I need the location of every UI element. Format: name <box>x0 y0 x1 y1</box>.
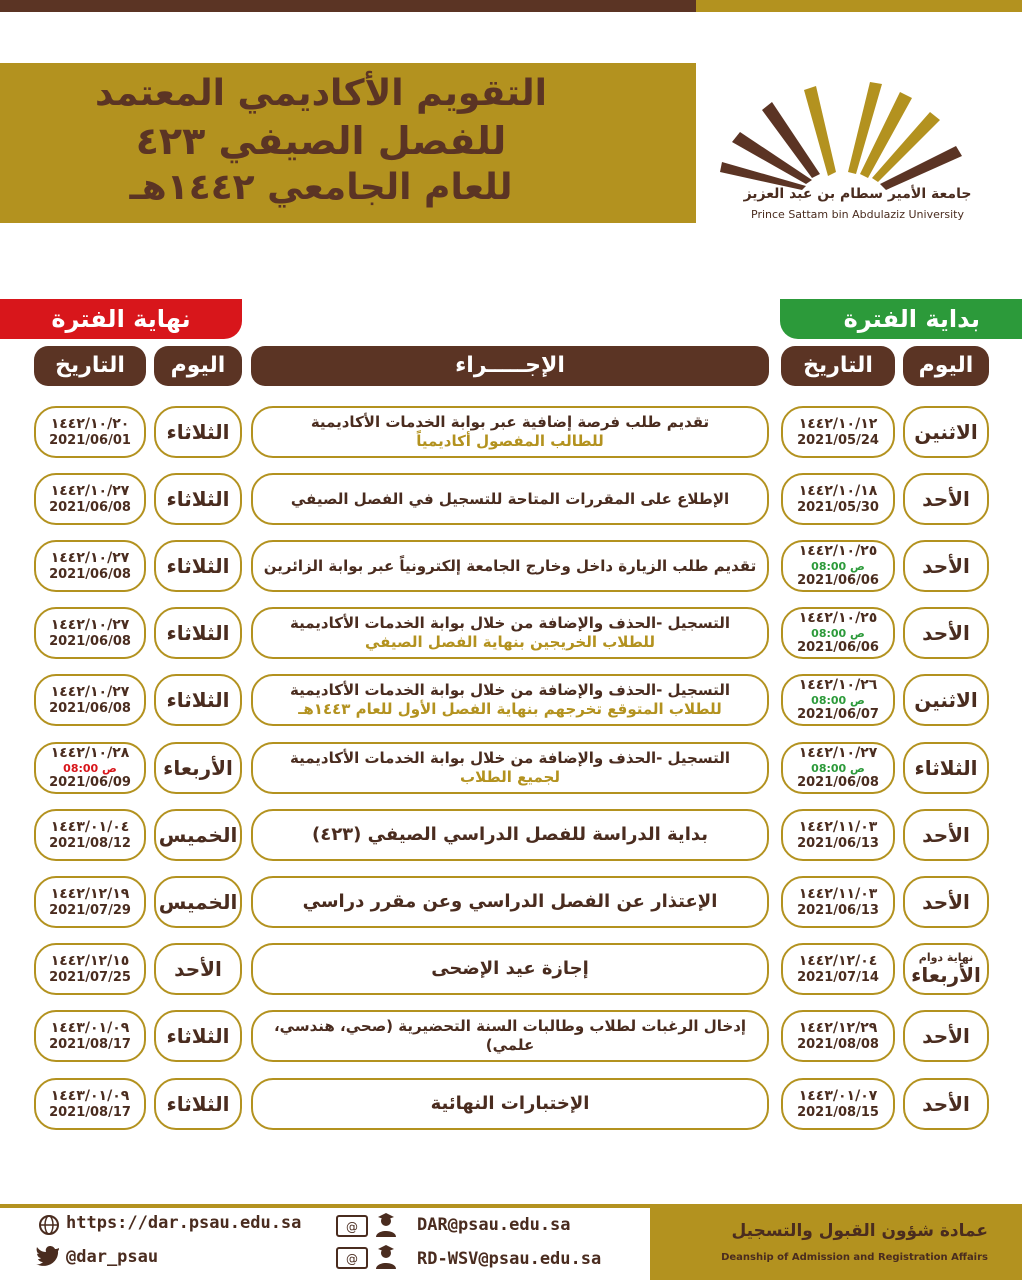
start-date-gregorian: 2021/08/08 <box>797 1036 879 1052</box>
action-cell <box>251 943 769 995</box>
footer-email-2[interactable]: RD-WSV@psau.edu.sa <box>417 1249 602 1269</box>
end-date-cell <box>34 406 146 458</box>
start-day-text: الاثنين <box>914 420 978 444</box>
action-cell <box>251 876 769 928</box>
start-day-text: الأحد <box>922 1092 970 1116</box>
start-day-cell <box>903 674 989 726</box>
end-day-text: الثلاثاء <box>166 1024 230 1048</box>
action-cell <box>251 607 769 659</box>
end-date-cell <box>34 674 146 726</box>
start-day-prefix: نهاية دوام <box>918 950 974 964</box>
deanship-box <box>650 1207 1022 1280</box>
start-time: 08:00 ص <box>811 762 865 775</box>
start-day-text: الأحد <box>922 1024 970 1048</box>
start-time: 08:00 ص <box>811 560 865 573</box>
end-date-gregorian: 2021/06/08 <box>49 633 131 649</box>
end-date-cell <box>34 742 146 794</box>
end-day-cell <box>154 1078 242 1130</box>
action-text: إدخال الرغبات لطلاب وطالبات السنة التحضيرية (صحي، هندسي، علمي) <box>273 1017 747 1054</box>
footer-email-1[interactable]: DAR@psau.edu.sa <box>417 1215 571 1235</box>
end-date-hijri: ١٤٤٣/٠١/٠٩ <box>50 1087 130 1104</box>
end-day-text: الأحد <box>174 957 222 981</box>
title-banner <box>0 63 696 223</box>
end-day-text: الخميس <box>158 823 238 847</box>
end-date-cell <box>34 876 146 928</box>
end-date-hijri: ١٤٤٣/٠١/٠٩ <box>50 1019 130 1036</box>
university-logo-icon <box>720 62 980 232</box>
start-day-text: الأحد <box>922 890 970 914</box>
end-day-cell <box>154 674 242 726</box>
start-date-cell <box>781 809 895 861</box>
end-day-cell <box>154 473 242 525</box>
end-day-cell <box>154 1010 242 1062</box>
action-text: تقديم طلب الزيارة داخل وخارج الجامعة إلكترونياً عبر بوابة الزائرين <box>263 556 757 575</box>
title-line-1: التقويم الأكاديمي المعتمد <box>95 73 547 114</box>
start-date-cell <box>781 473 895 525</box>
start-date-hijri: ١٤٤٣/٠١/٠٧ <box>798 1087 878 1104</box>
deanship-name-ar: عمادة شؤون القبول والتسجيل <box>731 1221 988 1241</box>
end-day-text: الثلاثاء <box>166 420 230 444</box>
end-day-text: الثلاثاء <box>166 621 230 645</box>
end-date-cell <box>34 473 146 525</box>
end-day-cell <box>154 406 242 458</box>
start-date-gregorian: 2021/06/07 <box>797 707 879 723</box>
end-date-cell <box>34 943 146 995</box>
university-name-en: Prince Sattam bin Abdulaziz University <box>751 208 964 221</box>
end-date-cell <box>34 540 146 592</box>
end-date-hijri: ١٤٤٢/١٢/١٥ <box>50 952 130 969</box>
period-start-label: بداية الفترة <box>780 299 1022 339</box>
end-date-gregorian: 2021/07/25 <box>49 969 131 985</box>
start-date-cell <box>781 1078 895 1130</box>
start-date-cell <box>781 742 895 794</box>
end-date-cell <box>34 1078 146 1130</box>
start-day-cell <box>903 406 989 458</box>
end-day-text: الثلاثاء <box>166 1092 230 1116</box>
start-date-gregorian: 2021/06/13 <box>797 835 879 851</box>
email-support-icon <box>336 1244 402 1270</box>
start-day-text: الأحد <box>922 487 970 511</box>
end-date-gregorian: 2021/08/12 <box>49 835 131 851</box>
start-day-text: الثلاثاء <box>914 756 978 780</box>
header-start-date: التاريخ <box>781 346 895 386</box>
start-day-cell <box>903 809 989 861</box>
start-day-cell <box>903 473 989 525</box>
start-date-hijri: ١٤٤٢/١١/٠٣ <box>798 818 878 835</box>
svg-text:@: @ <box>346 1252 358 1266</box>
end-date-hijri: ١٤٤٢/١٠/٢٧ <box>50 482 130 499</box>
end-day-text: الثلاثاء <box>166 554 230 578</box>
end-date-hijri: ١٤٤٢/١٠/٢٧ <box>50 549 130 566</box>
start-date-hijri: ١٤٤٢/١١/٠٣ <box>798 885 878 902</box>
period-end-label: نهاية الفترة <box>0 299 242 339</box>
start-date-gregorian: 2021/06/06 <box>797 640 879 656</box>
start-day-cell <box>903 1010 989 1062</box>
action-text-line-2: للطلاب الخريجين بنهاية الفصل الصيفي <box>364 633 656 651</box>
end-time: 08:00 ص <box>63 762 117 775</box>
end-date-gregorian: 2021/06/09 <box>49 775 131 791</box>
action-text-line-2: للطالب المفصول أكاديمياً <box>416 432 604 450</box>
start-date-hijri: ١٤٤٢/١٠/٢٥ <box>798 543 878 560</box>
end-date-hijri: ١٤٤٢/١٠/٢٧ <box>50 616 130 633</box>
start-day-cell <box>903 607 989 659</box>
start-date-gregorian: 2021/08/15 <box>797 1104 879 1120</box>
end-date-hijri: ١٤٤٢/١٢/١٩ <box>50 885 130 902</box>
end-date-gregorian: 2021/07/29 <box>49 902 131 918</box>
start-time: 08:00 ص <box>811 627 865 640</box>
end-day-text: الثلاثاء <box>166 487 230 511</box>
start-date-cell <box>781 1010 895 1062</box>
action-text-line-2: لجميع الطلاب <box>460 768 560 786</box>
action-text-line-1: تقديم طلب فرصة إضافية عبر بوابة الخدمات الأكاديمية <box>310 413 710 432</box>
start-date-cell <box>781 607 895 659</box>
end-day-cell <box>154 742 242 794</box>
end-date-cell <box>34 809 146 861</box>
footer-website[interactable]: https://dar.psau.edu.sa <box>66 1213 302 1233</box>
start-date-hijri: ١٤٤٢/١٢/٠٤ <box>798 952 878 969</box>
end-day-text: الثلاثاء <box>166 688 230 712</box>
start-day-text: الأربعاء <box>911 962 981 987</box>
end-date-gregorian: 2021/08/17 <box>49 1104 131 1120</box>
start-day-cell <box>903 876 989 928</box>
top-accent-bar-brown <box>0 0 696 12</box>
start-day-text: الاثنين <box>914 688 978 712</box>
end-day-text: الأربعاء <box>163 756 233 780</box>
start-date-hijri: ١٤٤٢/١٠/٢٦ <box>798 677 878 694</box>
header-end-day: اليوم <box>154 346 242 386</box>
start-date-cell <box>781 406 895 458</box>
start-date-hijri: ١٤٤٢/١٠/١٨ <box>798 482 878 499</box>
start-day-cell <box>903 540 989 592</box>
action-cell <box>251 674 769 726</box>
start-day-text: الأحد <box>922 823 970 847</box>
action-text: إجازة عيد الإضحى <box>431 957 589 979</box>
title-line-2: للفصل الصيفي ٤٢٣ <box>135 119 507 163</box>
end-day-cell <box>154 943 242 995</box>
globe-icon <box>38 1214 60 1236</box>
start-date-gregorian: 2021/06/13 <box>797 902 879 918</box>
end-date-gregorian: 2021/06/08 <box>49 499 131 515</box>
action-text-line-1: التسجيل -الحذف والإضافة من خلال بوابة الخدمات الأكاديمية <box>289 749 731 768</box>
action-text-line-2: للطلاب المتوقع تخرجهم بنهاية الفصل الأول للعام ١٤٤٣هـ <box>298 700 722 718</box>
start-date-gregorian: 2021/06/08 <box>797 775 879 791</box>
action-text: بداية الدراسة للفصل الدراسي الصيفي (٤٢٣) <box>311 823 709 845</box>
start-date-gregorian: 2021/06/06 <box>797 573 879 589</box>
action-text: الإختبارات النهائية <box>430 1092 590 1114</box>
action-cell <box>251 540 769 592</box>
action-text-line-1: التسجيل -الحذف والإضافة من خلال بوابة الخدمات الأكاديمية <box>289 614 731 633</box>
start-date-hijri: ١٤٤٢/١٠/١٢ <box>798 415 878 432</box>
start-date-gregorian: 2021/07/14 <box>797 969 879 985</box>
end-date-hijri: ١٤٤٣/٠١/٠٤ <box>50 818 130 835</box>
start-day-text: الأحد <box>922 621 970 645</box>
start-day-cell <box>903 742 989 794</box>
end-day-cell <box>154 540 242 592</box>
end-day-cell <box>154 876 242 928</box>
start-date-cell <box>781 540 895 592</box>
start-time: 08:00 ص <box>811 694 865 707</box>
action-cell <box>251 406 769 458</box>
start-day-text: الأحد <box>922 554 970 578</box>
end-date-hijri: ١٤٤٢/١٠/٢٧ <box>50 683 130 700</box>
start-date-gregorian: 2021/05/30 <box>797 499 879 515</box>
action-cell <box>251 473 769 525</box>
action-cell <box>251 742 769 794</box>
start-date-cell <box>781 876 895 928</box>
end-date-gregorian: 2021/08/17 <box>49 1036 131 1052</box>
university-name-ar: جامعة الأمير سطام بن عبد العزيز <box>743 186 972 202</box>
header-start-day: اليوم <box>903 346 989 386</box>
action-text: الإعتذار عن الفصل الدراسي وعن مقرر دراسي <box>302 890 718 912</box>
action-text: الإطلاع على المقررات المتاحة للتسجيل في الفصل الصيفي <box>290 489 730 508</box>
start-date-gregorian: 2021/05/24 <box>797 432 879 448</box>
header-action: الإجـــــراء <box>251 346 769 386</box>
svg-text:@: @ <box>346 1220 358 1234</box>
twitter-icon <box>36 1246 60 1266</box>
start-date-hijri: ١٤٤٢/١٠/٢٧ <box>798 745 878 762</box>
end-day-text: الخميس <box>158 890 238 914</box>
start-day-cell <box>903 1078 989 1130</box>
start-date-cell <box>781 674 895 726</box>
end-day-cell <box>154 809 242 861</box>
end-date-gregorian: 2021/06/01 <box>49 432 131 448</box>
end-date-gregorian: 2021/06/08 <box>49 700 131 716</box>
title-line-3: للعام الجامعي ١٤٤٢هـ <box>129 167 513 208</box>
start-date-hijri: ١٤٤٢/١٠/٢٥ <box>798 610 878 627</box>
end-day-cell <box>154 607 242 659</box>
action-text-line-1: التسجيل -الحذف والإضافة من خلال بوابة الخدمات الأكاديمية <box>289 681 731 700</box>
deanship-name-en: Deanship of Admission and Registration Affairs <box>721 1252 988 1263</box>
end-date-cell <box>34 607 146 659</box>
end-date-hijri: ١٤٤٢/١٠/٢٠ <box>50 415 130 432</box>
end-date-cell <box>34 1010 146 1062</box>
start-day-cell <box>903 943 989 995</box>
email-contact-icon <box>336 1212 402 1238</box>
action-cell <box>251 809 769 861</box>
start-date-hijri: ١٤٤٢/١٢/٢٩ <box>798 1019 878 1036</box>
header-end-date: التاريخ <box>34 346 146 386</box>
end-date-gregorian: 2021/06/08 <box>49 566 131 582</box>
start-date-cell <box>781 943 895 995</box>
footer-twitter[interactable]: @dar_psau <box>66 1247 159 1267</box>
action-cell <box>251 1078 769 1130</box>
action-cell <box>251 1010 769 1062</box>
top-accent-bar-gold <box>696 0 1022 12</box>
end-date-hijri: ١٤٤٢/١٠/٢٨ <box>50 745 130 762</box>
